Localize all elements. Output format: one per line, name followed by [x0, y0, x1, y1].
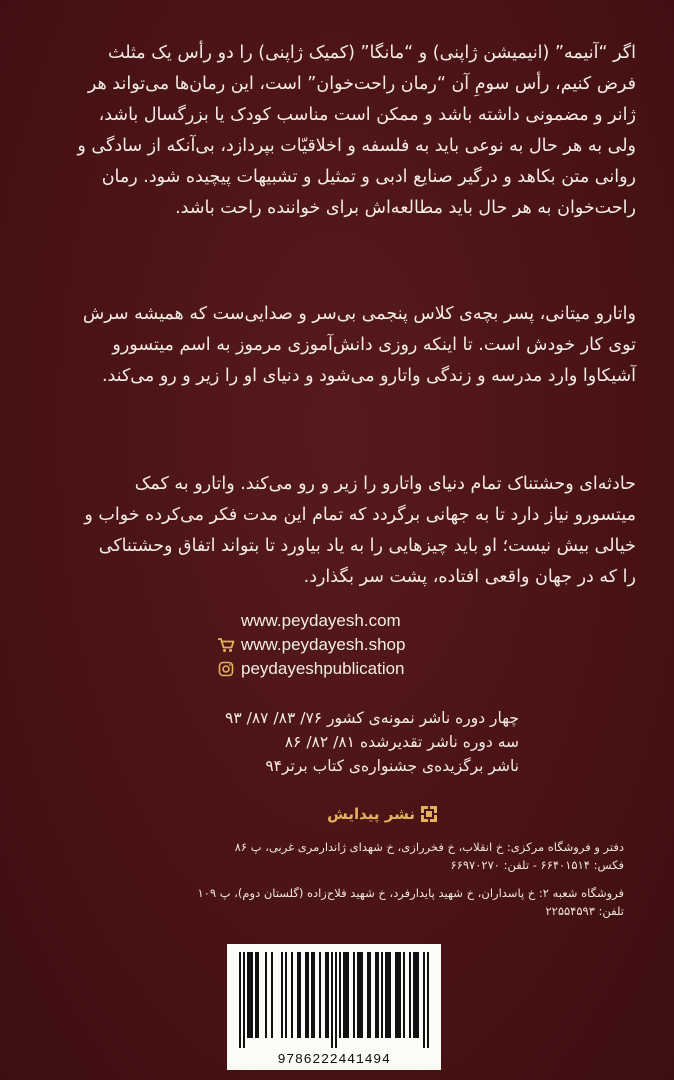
barcode-bar [343, 952, 345, 1038]
barcode-bar [305, 952, 307, 1038]
barcode-bar [427, 952, 429, 1048]
shop-link-row[interactable] [215, 633, 405, 657]
barcode-bar [369, 952, 371, 1038]
award-line: سه دوره ناشر تقدیرشده ۸۱/ ۸۲/ ۸۶ [284, 733, 519, 751]
barcode-number: 9786222441494 [277, 1053, 391, 1068]
branch-address: فروشگاه شعبه ۲: خ پاسداران، خ شهید پایدارفرد، خ شهید فلاح‌زاده (گلستان دوم)، پ ۱۰۹ [197, 886, 624, 900]
publisher-logo-icon [421, 806, 437, 822]
barcode-bar [335, 952, 337, 1048]
barcode-bar [249, 952, 251, 1038]
publisher-name: نشر پیدایش [327, 805, 415, 823]
barcode-bar [381, 952, 383, 1038]
barcode-bar [385, 952, 387, 1038]
barcode-bar [423, 952, 425, 1048]
barcode-bar [361, 952, 363, 1038]
text-line: فرض کنیم، رأس سومِ آن “رمان راحت‌خوان” است، این رمان‌ها می‌تواند هر [87, 74, 636, 94]
text-line: توی کار خودش است. تا اینکه روزی دانش‌آموزی مرموز به اسم میتسورو [112, 335, 636, 355]
barcode-bar [327, 952, 329, 1038]
website-link-row[interactable] [215, 609, 405, 633]
barcode-bar [285, 952, 287, 1038]
barcode-bar [297, 952, 299, 1038]
barcode-bar [339, 952, 341, 1038]
barcode-bar [311, 952, 313, 1038]
text-line: آشیکاوا وارد مدرسه و زندگی واتارو می‌شود و دنیای او را زیر و رو می‌کند. [101, 366, 636, 386]
barcode-bar [357, 952, 359, 1038]
publisher-address [110, 838, 624, 920]
barcode-bar [417, 952, 419, 1038]
isbn-barcode [227, 944, 441, 1070]
barcode-bar [255, 952, 257, 1038]
barcode-bar [247, 952, 249, 1038]
award-line: ناشر برگزیده‌ی جشنواره‌ی کتاب برتر۹۴ [265, 757, 519, 775]
text-line: ولی به هر حال به نوعی باید به فلسفه و اخلاقیّات بپردازد، بی‌آنکه از سادگی و [77, 136, 636, 156]
barcode-bar [395, 952, 397, 1038]
barcode-bar [347, 952, 349, 1038]
office-address: دفتر و فروشگاه مرکزی: خ انقلاب، خ فخررازی، خ شهدای ژاندارمری غربی، پ ۸۶ [234, 840, 624, 854]
barcode-bar [291, 952, 293, 1038]
barcode-bar [265, 952, 267, 1038]
barcode-bars [233, 952, 435, 1048]
website-link[interactable]: www.peydayesh.com [241, 611, 401, 630]
barcode-bar [307, 952, 309, 1038]
barcode-bar [299, 952, 301, 1038]
publisher-links [215, 609, 405, 681]
barcode-bar [359, 952, 361, 1038]
text-line: راحت‌خوان به هر حال باید مطالعه‌اش برای خواننده راحت باشد. [175, 198, 636, 218]
barcode-bar [239, 952, 241, 1048]
barcode-bar [281, 952, 283, 1038]
text-line: ژانر و مضمونی داشته باشد و ممکن است مناسب کودک یا بزرگسال باشد، [98, 105, 636, 125]
award-line: چهار دوره ناشر نمونه‌ی کشور ۷۶/ ۸۳/ ۸۷/ ۹۳ [225, 709, 519, 727]
text-line: روانی متن بکاهد و درگیر صنایع ادبی و تمثیل و تشبیهات پیچیده شود. رمان [101, 167, 636, 187]
text-line: میتسورو نیاز دارد تا به جهانی برگردد که تمام این مدت فکر می‌کرده خواب و [84, 505, 636, 525]
text-line: را که در جهان واقعی افتاده، پشت سر بگذارد. [303, 567, 636, 587]
text-line: حادثه‌ای وحشتناک تمام دنیای واتارو را زیر و رو می‌کند. واتارو به کمک [134, 474, 636, 494]
barcode-bar [377, 952, 379, 1038]
barcode-bar [403, 952, 405, 1038]
barcode-bar [413, 952, 415, 1038]
barcode-bar [415, 952, 417, 1038]
description-paragraph-3 [38, 469, 636, 593]
barcode-bar [389, 952, 391, 1038]
instagram-icon [215, 661, 237, 677]
barcode-bar [271, 952, 273, 1038]
barcode-bar [331, 952, 333, 1048]
instagram-link-row[interactable] [215, 657, 405, 681]
barcode-bar [399, 952, 401, 1038]
text-line: خیالی بیش نیست؛ او باید چیزهایی را به یاد بیاورد تا بتواند اتفاق وحشتناکی [98, 536, 636, 556]
barcode-bar [367, 952, 369, 1038]
barcode-bar [243, 952, 245, 1048]
text-line: اگر “آنیمه” (انیمیشن ژاپنی) و “مانگا” (کمیک ژاپنی) را دو رأس یک مثلث [108, 43, 636, 63]
barcode-bar [387, 952, 389, 1038]
branch-contact: تلفن: ۲۲۵۵۴۵۹۳ [545, 904, 624, 918]
shop-link[interactable]: www.peydayesh.shop [241, 635, 406, 654]
barcode-bar [325, 952, 327, 1038]
barcode-bar [353, 952, 355, 1038]
description-paragraph-1 [38, 38, 636, 224]
barcode-bar [345, 952, 347, 1038]
office-contact: فکس: ۶۶۴۰۱۵۱۴ - تلفن: ۶۶۹۷۰۲۷۰ [450, 858, 624, 872]
publisher-awards [225, 706, 519, 778]
barcode-bar [397, 952, 399, 1038]
barcode-bar [319, 952, 321, 1038]
publisher-logo [327, 805, 437, 823]
description-paragraph-2 [38, 299, 636, 392]
barcode-bar [409, 952, 411, 1038]
barcode-bar [257, 952, 259, 1038]
barcode-bar [313, 952, 315, 1038]
barcode-bar [251, 952, 253, 1038]
barcode-bar [375, 952, 377, 1038]
shopping-cart-icon [215, 637, 237, 653]
instagram-link[interactable]: peydayeshpublication [241, 659, 405, 678]
text-line: واتارو میتانی، پسر بچه‌ی کلاس پنجمی بی‌سر و صدایی‌ست که همیشه سرش [82, 304, 636, 324]
